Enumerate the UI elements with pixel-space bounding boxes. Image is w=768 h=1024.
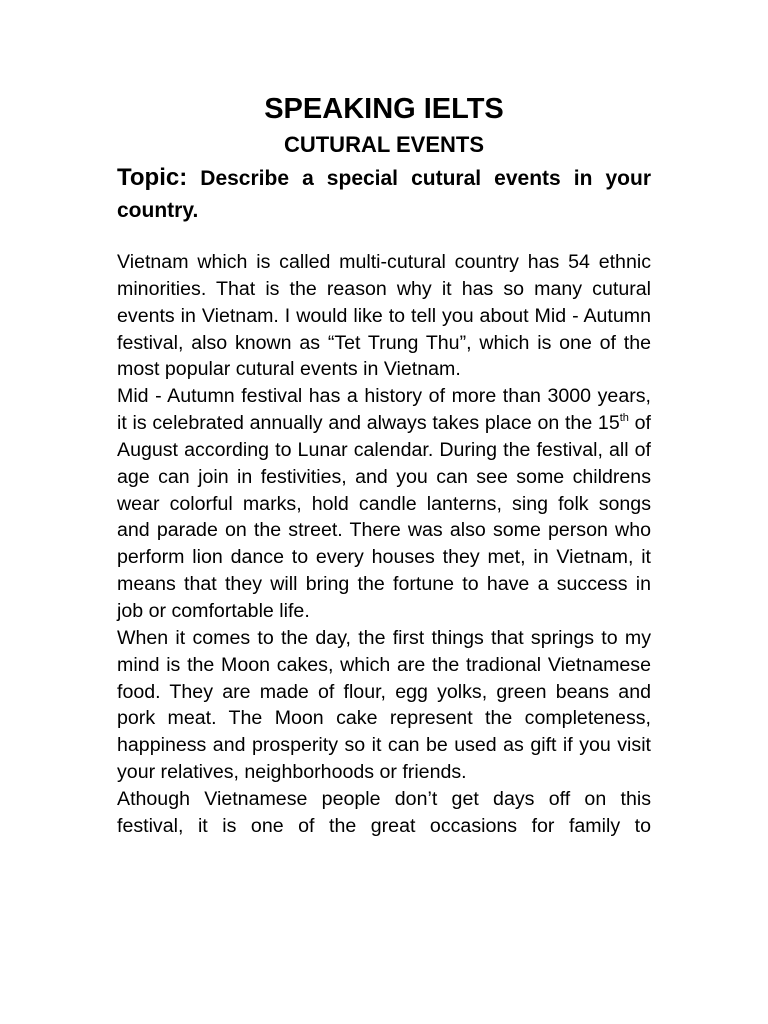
paragraph-history-text-after: of August according to Lunar calendar. During the festival, all of age can join in festivities, and you can see some childrens wear colorful marks, hold candle lanterns, sing folk songs and parade on the street. There was also some person who perform lion dance to every houses they met, in Vietnam, it means that they will bring the fortune to have a success in job or comfortable life. — [117, 412, 651, 622]
paragraph-intro: Vietnam which is called multi-cutural country has 54 ethnic minorities. That is the reason why it has so many cutural events in Vietnam. I would like to tell you about Mid - Autumn festival, also known as “Tet Trung Thu”, which is one of the most popular cutural events in Vietnam. — [117, 251, 651, 381]
topic-text: Describe a special cutural events in your country. — [117, 167, 651, 222]
paragraph-mooncakes: When it comes to the day, the first things that springs to my mind is the Moon cakes, which are the tradional Vietnamese food. They are made of flour, egg yolks, green beans and pork meat. The Moon cake represent the completeness, happiness and prosperity so it can be used as gift if you visit your relatives, neighborhoods or friends. — [117, 626, 651, 784]
topic-heading — [117, 162, 651, 227]
paragraph-history-text-before: Mid - Autumn festival has a history of more than 3000 years, it is celebrated annually and always takes place on the 15 — [117, 385, 651, 435]
document-content — [117, 90, 651, 840]
document-subtitle: CUTURAL EVENTS — [283, 132, 485, 157]
paragraph-family: Athough Vietnamese people don’t get days off on this festival, it is one of the great occasions for family to — [117, 787, 651, 837]
essay-body — [117, 249, 651, 840]
ordinal-superscript: th — [619, 412, 629, 425]
document-title: SPEAKING IELTS — [264, 93, 504, 125]
topic-label: Topic: — [117, 164, 188, 191]
paragraph-history — [117, 383, 651, 625]
